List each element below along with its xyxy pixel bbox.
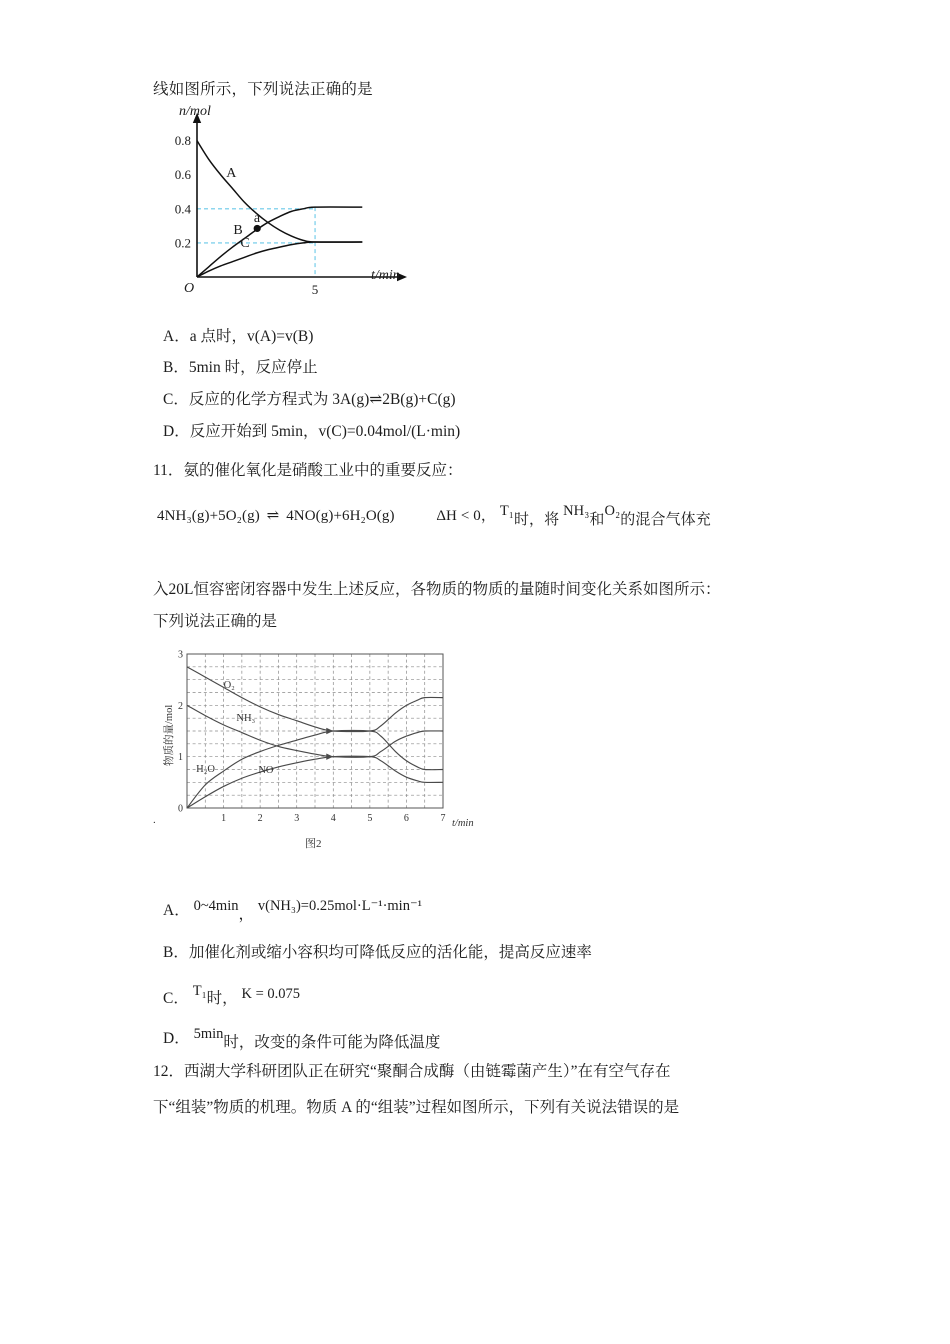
q11-option-c-constant: K = 0.075: [241, 986, 301, 1002]
q11-option-d-time: 5min: [193, 1026, 224, 1042]
q11-option-c-marker: C．: [163, 990, 189, 1007]
q10-option-d-marker: D．: [163, 423, 190, 440]
q10-option-c: [163, 387, 456, 409]
q11-equation-gas2: O₂: [604, 503, 621, 519]
q10-option-b-marker: B．: [163, 359, 189, 376]
q10-option-d: [163, 419, 460, 441]
q11-body-rest: 恒容密闭容器中发生上述反应，各物质的物质的量随时间变化关系如图所示：: [193, 581, 721, 598]
q11-equation: [157, 505, 711, 528]
chart-2-xtick-0: 1: [221, 813, 227, 824]
chart-1-ytick-0: 0.8: [174, 133, 191, 149]
q11-equation-conj: 和: [589, 512, 605, 528]
q11-option-a-rate: v(NH₃)=0.25mol·L⁻¹·min⁻¹: [257, 898, 422, 914]
q11-option-b: [163, 940, 592, 962]
chart-1-series-label-B: B: [233, 222, 243, 238]
chart-1-x-axis-label: t/min: [371, 268, 400, 283]
q11-equation-gas1: NH₃: [563, 503, 590, 519]
chart-1-ytick-1: 0.6: [174, 167, 191, 183]
chart-2-plateau-arrow-0: [326, 728, 333, 734]
chart-2-series-label-NO: NO: [258, 765, 274, 777]
chart-2-ytick-0: 0: [178, 803, 183, 815]
q11-option-b-marker: B．: [163, 944, 189, 961]
q12-line-2: 下“组装”物质的机理。物质 A 的“组装”过程如图所示，下列有关说法错误的是: [153, 1099, 680, 1116]
q11-option-b-text: 加催化剂或缩小容积均可降低反应的活化能，提高反应速率: [188, 944, 592, 961]
q10-option-c-text: 反应的化学方程式为 3A(g)⇌2B(g)+C(g): [188, 391, 456, 408]
chart-1-curve-A: [197, 141, 362, 243]
chart-2-caption: 图2: [305, 838, 322, 850]
q11-equation-temperature: T₁: [499, 503, 514, 519]
chart-1-series-label-A: A: [226, 165, 237, 181]
q11-stem-text: 氨的催化氧化是硝酸工业中的重要反应：: [183, 462, 463, 479]
q10-option-a: [163, 324, 313, 346]
chart-2-ytick-1: 1: [178, 752, 183, 764]
chart-2-xtick-2: 3: [294, 813, 300, 824]
q11-body-volume: 20L: [168, 581, 194, 598]
q12-number: 12．: [153, 1063, 185, 1080]
chart-2-ytick-3: 3: [178, 649, 183, 661]
equilibrium-arrow-icon: ⇌: [266, 508, 280, 524]
q11-option-d: [163, 1026, 441, 1051]
q10-option-d-text: 反应开始到 5min，v(C)=0.04mol/(L·min): [189, 423, 461, 440]
chart-2-ytick-2: 2: [178, 700, 183, 712]
q11-number: 11．: [153, 462, 184, 479]
chart-1-origin-label: O: [184, 281, 195, 296]
q12-text-1: 西湖大学科研团队正在研究“聚酮合成酶（由链霉菌产生）”在有空气存在: [184, 1063, 671, 1080]
chart-1-curve-C: [197, 242, 362, 277]
chart-2-y-axis-label: 物质的量/mol: [164, 704, 175, 766]
q11-equation-right: 4NO(g)+6H₂O(g): [286, 508, 395, 524]
q11-equation-left: 4NH₃(g)+5O₂(g): [157, 508, 260, 524]
chart-1-y-axis-label: n/mol: [179, 104, 211, 119]
q11-option-c-temperature: T₁: [192, 983, 207, 999]
q11-option-d-marker: D．: [163, 1030, 190, 1047]
q11-option-c: [163, 983, 301, 1008]
chart-1-series-label-a: a: [253, 210, 261, 226]
q10-option-b: [163, 355, 318, 377]
q11-body-prefix: 入: [153, 581, 169, 598]
q12-line-1: [153, 1060, 671, 1083]
q11-option-a-range: 0~4min: [193, 898, 239, 914]
intro-line: 线如图所示，下列说法正确的是: [153, 81, 373, 98]
chart-2-substance-amount-vs-time: [155, 648, 485, 863]
q11-option-a-marker: A．: [163, 902, 190, 919]
chart-2-xtick-6: 7: [440, 813, 446, 824]
q10-option-b-text: 5min 时，反应停止: [188, 359, 318, 376]
q11-body-line-2: 下列说法正确的是: [153, 613, 278, 630]
chart-2-series-label-NH₃: NH₃: [236, 712, 256, 724]
q11-body-line-1: [153, 578, 721, 601]
chart-1-series-label-C: C: [240, 236, 250, 252]
q11-option-c-shi: 时，: [206, 990, 238, 1007]
q10-option-a-marker: A．: [163, 328, 190, 345]
chart-1-reaction-curves: [155, 105, 435, 305]
chart-2-series-label-O₂: O₂: [223, 680, 235, 692]
chart-2-plateau-arrow-1: [326, 753, 333, 759]
chart-2-xtick-4: 5: [367, 813, 373, 824]
chart-2-svg: [155, 648, 485, 848]
chart-2-series-label-H₂O: H₂O: [196, 764, 215, 776]
q11-stem-line: [153, 459, 462, 482]
chart-2-x-axis-label: t/min: [452, 818, 474, 829]
chart-1-ytick-3: 0.2: [174, 235, 191, 251]
q11-equation-tail: 的混合气体充: [620, 512, 711, 528]
chart-1-ytick-2: 0.4: [174, 201, 191, 217]
q10-option-c-marker: C．: [163, 391, 189, 408]
q11-option-a: [163, 898, 422, 923]
q11-option-a-comma: ，: [238, 906, 254, 923]
chart-1-xtick-0: 5: [311, 282, 319, 297]
chart-2-xtick-5: 6: [403, 813, 409, 824]
chart-2-xtick-1: 2: [257, 813, 263, 824]
chart-2-xtick-3: 4: [330, 813, 336, 824]
q11-equation-enthalpy: ΔH < 0，: [436, 508, 496, 524]
stray-dot-mark: .: [153, 814, 156, 826]
q11-option-d-text: 时，改变的条件可能为降低温度: [223, 1034, 441, 1051]
q10-option-a-text: a 点时，v(A)=v(B): [189, 328, 314, 345]
q11-equation-after-temp: 时，将: [513, 512, 560, 528]
